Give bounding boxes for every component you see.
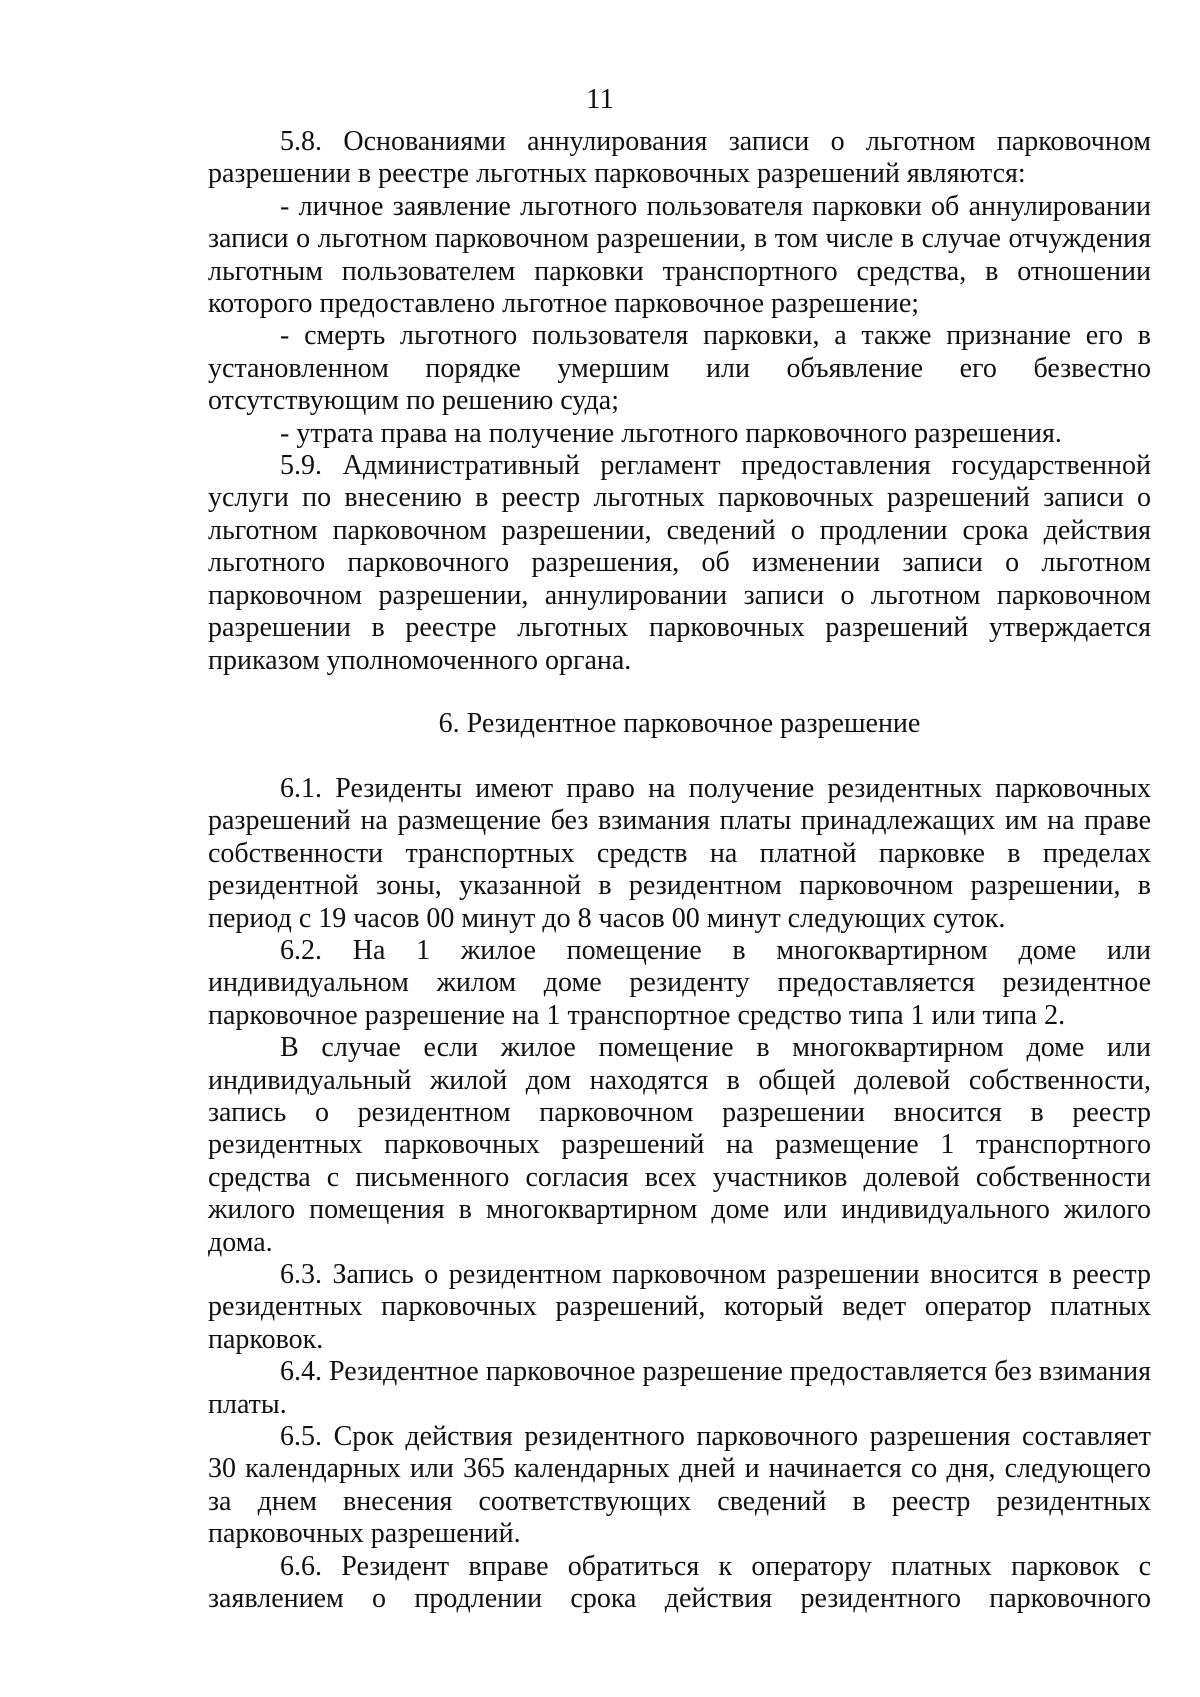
paragraph-6-2: 6.2. На 1 жилое помещение в многоквартирном доме или индивидуальном жилом доме резиденту предоставляется резидентное парковочное разрешение на 1 транспортное средство типа 1 или типа 2.: [208, 934, 1151, 1031]
paragraph-6-6: 6.6. Резидент вправе обратиться к оператору платных парковок с заявлением о продлении срока действия резидентного парковочного: [208, 1550, 1151, 1615]
list-item-personal-application: - личное заявление льготного пользователя парковки об аннулировании записи о льготном парковочном разрешении, в том числе в случае отчуждения льготным пользователем парковки транспортного средства, в отношении которого предоставлено льготное парковочное разрешение;: [208, 190, 1151, 320]
document-body: [208, 126, 1151, 1615]
paragraph-6-3: 6.3. Запись о резидентном парковочном разрешении вносится в реестр резидентных парковочных разрешений, который ведет оператор платных парковок.: [208, 1259, 1151, 1355]
page-number: 11: [586, 83, 614, 115]
list-item-loss-of-right: - утрата права на получение льготного парковочного разрешения.: [280, 417, 1062, 449]
paragraph-6-5: 6.5. Срок действия резидентного парковочного разрешения составляет 30 календарных или 365 календарных дней и начинается со дня, следующего за днем внесения соответствующих сведений в реестр резидентных парковочных разрешений.: [208, 1421, 1151, 1550]
paragraph-6-4: 6.4. Резидентное парковочное разрешение предоставляется без взимания платы.: [208, 1356, 1151, 1420]
paragraph-5-9: 5.9. Административный регламент предоставления государственной услуги по внесению в реестр льготных парковочных разрешений записи о льготном парковочном разрешении, сведений о продлении срока действия льготного парковочного разрешения, об изменении записи о льготном парковочном разрешении, аннулировании записи о льготном парковочном разрешении в реестре льготных парковочных разрешений утверждается приказом уполномоченного органа.: [208, 450, 1151, 676]
list-item-death-of-user: - смерть льготного пользователя парковки, а также признание его в установленном порядке умершим или объявление его безвестно отсутствующим по решению суда;: [208, 320, 1151, 417]
paragraph-5-8: 5.8. Основаниями аннулирования записи о льготном парковочном разрешении в реестре льготных парковочных разрешений являются:: [208, 126, 1151, 190]
section-heading-6: 6. Резидентное парковочное разрешение: [438, 707, 921, 739]
paragraph-6-1: 6.1. Резиденты имеют право на получение резидентных парковочных разрешений на размещение без взимания платы принадлежащих им на праве собственности транспортных средств на платной парковке в пределах резидентной зоны, указанной в резидентном парковочном разрешении, в период с 19 часов 00 минут до 8 часов 00 минут следующих суток.: [208, 772, 1151, 934]
paragraph-6-2-shared-ownership: В случае если жилое помещение в многоквартирном доме или индивидуальный жилой дом находятся в общей долевой собственности, запись о резидентном парковочном разрешении вносится в реестр резидентных парковочных разрешений на размещение 1 транспортного средства с письменного согласия всех участников долевой собственности жилого помещения в многоквартирном доме или индивидуального жилого дома.: [208, 1032, 1151, 1258]
